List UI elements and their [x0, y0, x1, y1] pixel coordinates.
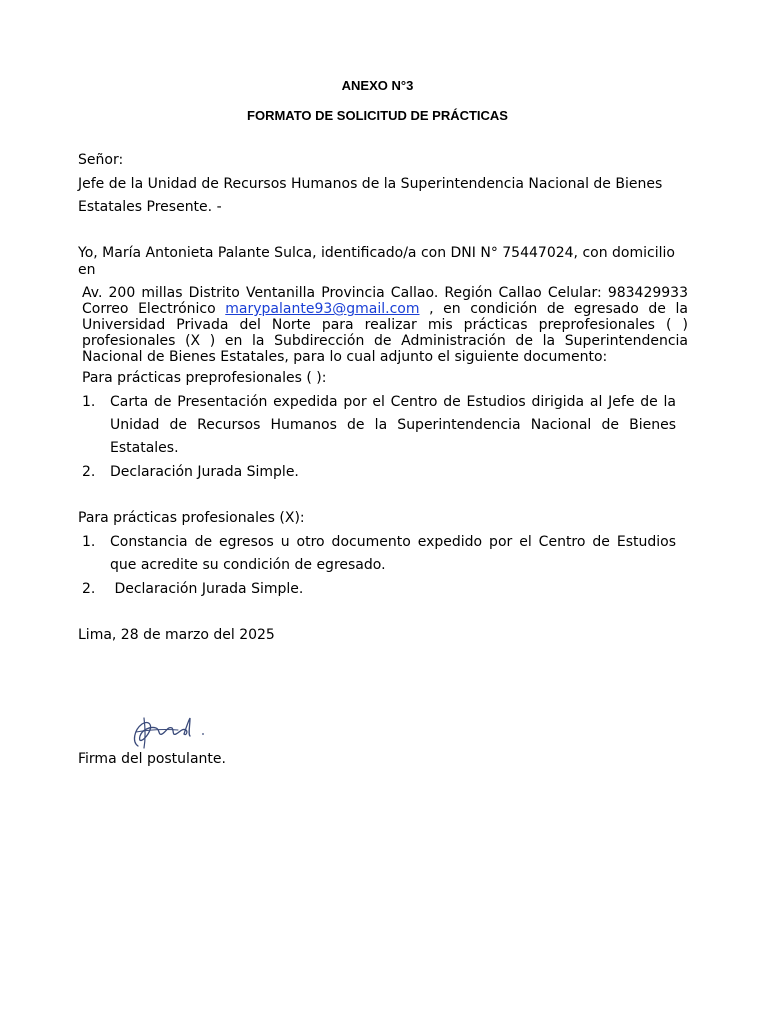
salutation: Señor:: [78, 152, 124, 168]
addressee-line-2: Estatales Presente. -: [78, 199, 222, 215]
handwritten-signature: [128, 712, 208, 752]
signature-label: Firma del postulante.: [78, 751, 226, 767]
list-item: [82, 391, 676, 460]
list-item-text: Constancia de egresos u otro documento expedido por el Centro de Estudios que acredite su condición de egresado.: [110, 534, 676, 573]
list-number: 2.: [82, 464, 96, 480]
request-paragraph: [82, 285, 688, 365]
annex-number: ANEXO N°3: [341, 78, 414, 93]
addressee-line-1: Jefe de la Unidad de Recursos Humanos de la Superintendencia Nacional de Bienes: [78, 176, 663, 192]
list-item: [82, 531, 676, 577]
preprofessional-heading: Para prácticas preprofesionales ( ):: [82, 370, 327, 386]
list-number: 1.: [82, 534, 96, 550]
intro-line-2: en: [78, 262, 96, 278]
list-item-text: Declaración Jurada Simple.: [110, 464, 299, 480]
request-text-part-2: , en condición de egresado de la Universidad Privada del Norte para realizar mis prácticas preprofesionales ( ) profesionales (X ) en la Subdirección de Administración de la Superintendencia Nacional de Bienes Estatales, para lo cual adjunto el siguiente documento:: [82, 301, 688, 365]
document-title: FORMATO DE SOLICITUD DE PRÁCTICAS: [247, 108, 508, 123]
list-item: [82, 578, 676, 601]
request-text-part-1: Av. 200 millas Distrito Ventanilla Provincia Callao. Región Callao Celular: 983429933 Correo Electrónico: [82, 285, 688, 317]
list-item-text: Carta de Presentación expedida por el Centro de Estudios dirigida al Jefe de la Unidad de Recursos Humanos de la Superintendencia Nacional de Bienes Estatales.: [110, 394, 676, 456]
list-item-text: Declaración Jurada Simple.: [110, 581, 304, 597]
list-number: 1.: [82, 394, 96, 410]
place-date: Lima, 28 de marzo del 2025: [78, 627, 275, 643]
email-link[interactable]: marypalante93@gmail.com: [225, 301, 420, 317]
list-number: 2.: [82, 581, 96, 597]
professional-heading: Para prácticas profesionales (X):: [78, 510, 305, 526]
list-item: [82, 461, 676, 484]
intro-line-1: Yo, María Antonieta Palante Sulca, identificado/a con DNI N° 75447024, con domicilio: [78, 245, 675, 261]
